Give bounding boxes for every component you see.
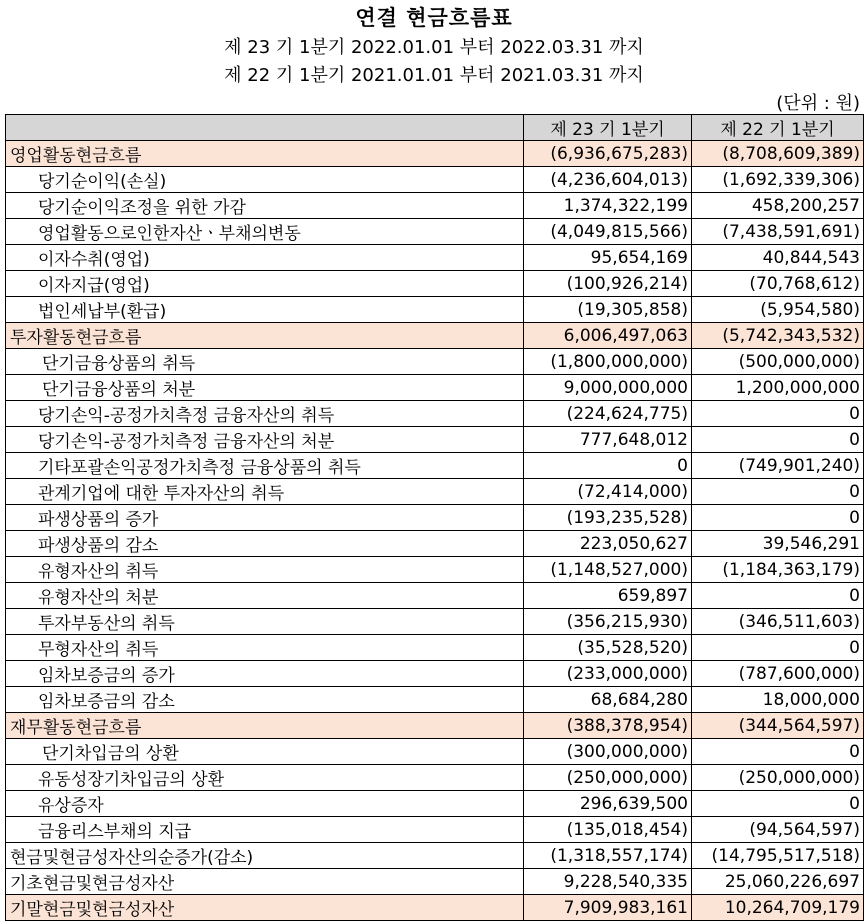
- table-row: [6, 219, 864, 245]
- row-label: 기말현금및현금성자산: [6, 895, 524, 921]
- row-value-current: 1,374,322,199: [524, 193, 692, 219]
- row-value-prior: (346,511,603): [692, 609, 864, 635]
- row-value-prior: 39,546,291: [692, 531, 864, 557]
- table-row: [6, 453, 864, 479]
- row-value-prior: (94,564,597): [692, 817, 864, 843]
- table-row: [6, 635, 864, 661]
- row-label: 기초현금및현금성자산: [6, 869, 524, 895]
- row-value-current: (1,148,527,000): [524, 557, 692, 583]
- row-value-current: (1,800,000,000): [524, 349, 692, 375]
- row-value-prior: (8,708,609,389): [692, 141, 864, 167]
- table-body: [6, 141, 864, 921]
- table-row: [6, 843, 864, 869]
- row-label: 이자지급(영업): [6, 271, 524, 297]
- row-label: 파생상품의 증가: [6, 505, 524, 531]
- table-row: [6, 609, 864, 635]
- row-value-prior: 18,000,000: [692, 687, 864, 713]
- row-label: 유형자산의 취득: [6, 557, 524, 583]
- table-row: [6, 661, 864, 687]
- row-label: 기타포괄손익공정가치측정 금융상품의 취득: [6, 453, 524, 479]
- row-value-current: (135,018,454): [524, 817, 692, 843]
- period-current: 제 23 기 1분기 2022.01.01 부터 2022.03.31 까지: [224, 37, 644, 58]
- period-prior: 제 22 기 1분기 2021.01.01 부터 2021.03.31 까지: [224, 65, 644, 86]
- row-label: 영업활동현금흐름: [6, 141, 524, 167]
- row-value-current: 95,654,169: [524, 245, 692, 271]
- row-value-prior: (14,795,517,518): [692, 843, 864, 869]
- table-row: [6, 765, 864, 791]
- statement-title: 연결 현금흐름표: [355, 6, 513, 30]
- row-value-current: (72,414,000): [524, 479, 692, 505]
- row-value-prior: 1,200,000,000: [692, 375, 864, 401]
- table-row: [6, 557, 864, 583]
- table-row: [6, 297, 864, 323]
- row-value-current: 9,000,000,000: [524, 375, 692, 401]
- cash-flow-table: [5, 114, 864, 921]
- row-value-current: (4,049,815,566): [524, 219, 692, 245]
- table-row: [6, 401, 864, 427]
- row-value-prior: 0: [692, 401, 864, 427]
- row-value-current: 0: [524, 453, 692, 479]
- table-row: [6, 245, 864, 271]
- row-value-current: 7,909,983,161: [524, 895, 692, 921]
- row-label: 당기순이익조정을 위한 가감: [6, 193, 524, 219]
- table-row: [6, 531, 864, 557]
- row-value-prior: 10,264,709,179: [692, 895, 864, 921]
- table-header-row: [6, 115, 864, 141]
- row-value-current: 9,228,540,335: [524, 869, 692, 895]
- row-label: 유상증자: [6, 791, 524, 817]
- row-value-prior: (344,564,597): [692, 713, 864, 739]
- row-label: 이자수취(영업): [6, 245, 524, 271]
- row-value-current: 777,648,012: [524, 427, 692, 453]
- row-value-prior: 458,200,257: [692, 193, 864, 219]
- table-row: [6, 271, 864, 297]
- row-value-prior: 0: [692, 479, 864, 505]
- row-label: 단기차입금의 상환: [6, 739, 524, 765]
- row-value-prior: (749,901,240): [692, 453, 864, 479]
- row-value-current: (1,318,557,174): [524, 843, 692, 869]
- row-label: 당기손익-공정가치측정 금융자산의 취득: [6, 401, 524, 427]
- row-value-current: (250,000,000): [524, 765, 692, 791]
- row-label: 법인세납부(환급): [6, 297, 524, 323]
- row-value-prior: (500,000,000): [692, 349, 864, 375]
- row-label: 현금및현금성자산의순증가(감소): [6, 843, 524, 869]
- table-row: [6, 869, 864, 895]
- table-row: [6, 193, 864, 219]
- row-label: 유형자산의 처분: [6, 583, 524, 609]
- row-label: 재무활동현금흐름: [6, 713, 524, 739]
- row-value-prior: 25,060,226,697: [692, 869, 864, 895]
- table-row: [6, 349, 864, 375]
- table-row: [6, 427, 864, 453]
- row-value-prior: 40,844,543: [692, 245, 864, 271]
- row-value-current: (35,528,520): [524, 635, 692, 661]
- row-label: 단기금융상품의 처분: [6, 375, 524, 401]
- row-label: 무형자산의 취득: [6, 635, 524, 661]
- table-row-section: [6, 713, 864, 739]
- row-value-prior: (7,438,591,691): [692, 219, 864, 245]
- row-value-current: 68,684,280: [524, 687, 692, 713]
- unit-label: (단위 : 원): [776, 93, 860, 114]
- row-value-current: (356,215,930): [524, 609, 692, 635]
- row-label: 유동성장기차입금의 상환: [6, 765, 524, 791]
- row-value-prior: (70,768,612): [692, 271, 864, 297]
- row-value-current: (224,624,775): [524, 401, 692, 427]
- row-value-current: (6,936,675,283): [524, 141, 692, 167]
- row-value-current: 6,006,497,063: [524, 323, 692, 349]
- row-value-current: 659,897: [524, 583, 692, 609]
- table-row: [6, 687, 864, 713]
- row-value-prior: (5,742,343,532): [692, 323, 864, 349]
- row-value-prior: (1,184,363,179): [692, 557, 864, 583]
- row-value-current: (100,926,214): [524, 271, 692, 297]
- row-value-current: (233,000,000): [524, 661, 692, 687]
- row-label: 임차보증금의 증가: [6, 661, 524, 687]
- column-header-current: 제 23 기 1분기: [524, 115, 692, 141]
- row-value-prior: (787,600,000): [692, 661, 864, 687]
- table-row: [6, 505, 864, 531]
- row-label: 투자부동산의 취득: [6, 609, 524, 635]
- table-row: [6, 479, 864, 505]
- table-row: [6, 167, 864, 193]
- row-value-prior: 0: [692, 427, 864, 453]
- column-header-prior: 제 22 기 1분기: [692, 115, 864, 141]
- table-row-section: [6, 141, 864, 167]
- row-value-current: (19,305,858): [524, 297, 692, 323]
- row-value-prior: 0: [692, 583, 864, 609]
- row-value-current: 296,639,500: [524, 791, 692, 817]
- table-row: [6, 817, 864, 843]
- row-value-prior: 0: [692, 739, 864, 765]
- row-value-prior: (5,954,580): [692, 297, 864, 323]
- row-value-current: 223,050,627: [524, 531, 692, 557]
- table-row: [6, 739, 864, 765]
- row-value-prior: 0: [692, 505, 864, 531]
- row-label: 투자활동현금흐름: [6, 323, 524, 349]
- row-value-current: (193,235,528): [524, 505, 692, 531]
- table-row: [6, 583, 864, 609]
- row-label: 단기금융상품의 취득: [6, 349, 524, 375]
- row-label: 파생상품의 감소: [6, 531, 524, 557]
- table-row-section: [6, 323, 864, 349]
- row-label: 금융리스부채의 지급: [6, 817, 524, 843]
- row-label: 영업활동으로인한자산ㆍ부채의변동: [6, 219, 524, 245]
- row-value-prior: 0: [692, 791, 864, 817]
- row-value-current: (4,236,604,013): [524, 167, 692, 193]
- table-row: [6, 375, 864, 401]
- row-label: 당기순이익(손실): [6, 167, 524, 193]
- table-row: [6, 791, 864, 817]
- row-value-current: (300,000,000): [524, 739, 692, 765]
- row-label: 당기손익-공정가치측정 금융자산의 처분: [6, 427, 524, 453]
- row-value-prior: (1,692,339,306): [692, 167, 864, 193]
- row-value-prior: 0: [692, 635, 864, 661]
- row-label: 임차보증금의 감소: [6, 687, 524, 713]
- column-header-account: [6, 115, 524, 141]
- statement-header: [0, 0, 868, 114]
- row-value-prior: (250,000,000): [692, 765, 864, 791]
- row-value-current: (388,378,954): [524, 713, 692, 739]
- table-row-section: [6, 895, 864, 921]
- row-label: 관계기업에 대한 투자자산의 취득: [6, 479, 524, 505]
